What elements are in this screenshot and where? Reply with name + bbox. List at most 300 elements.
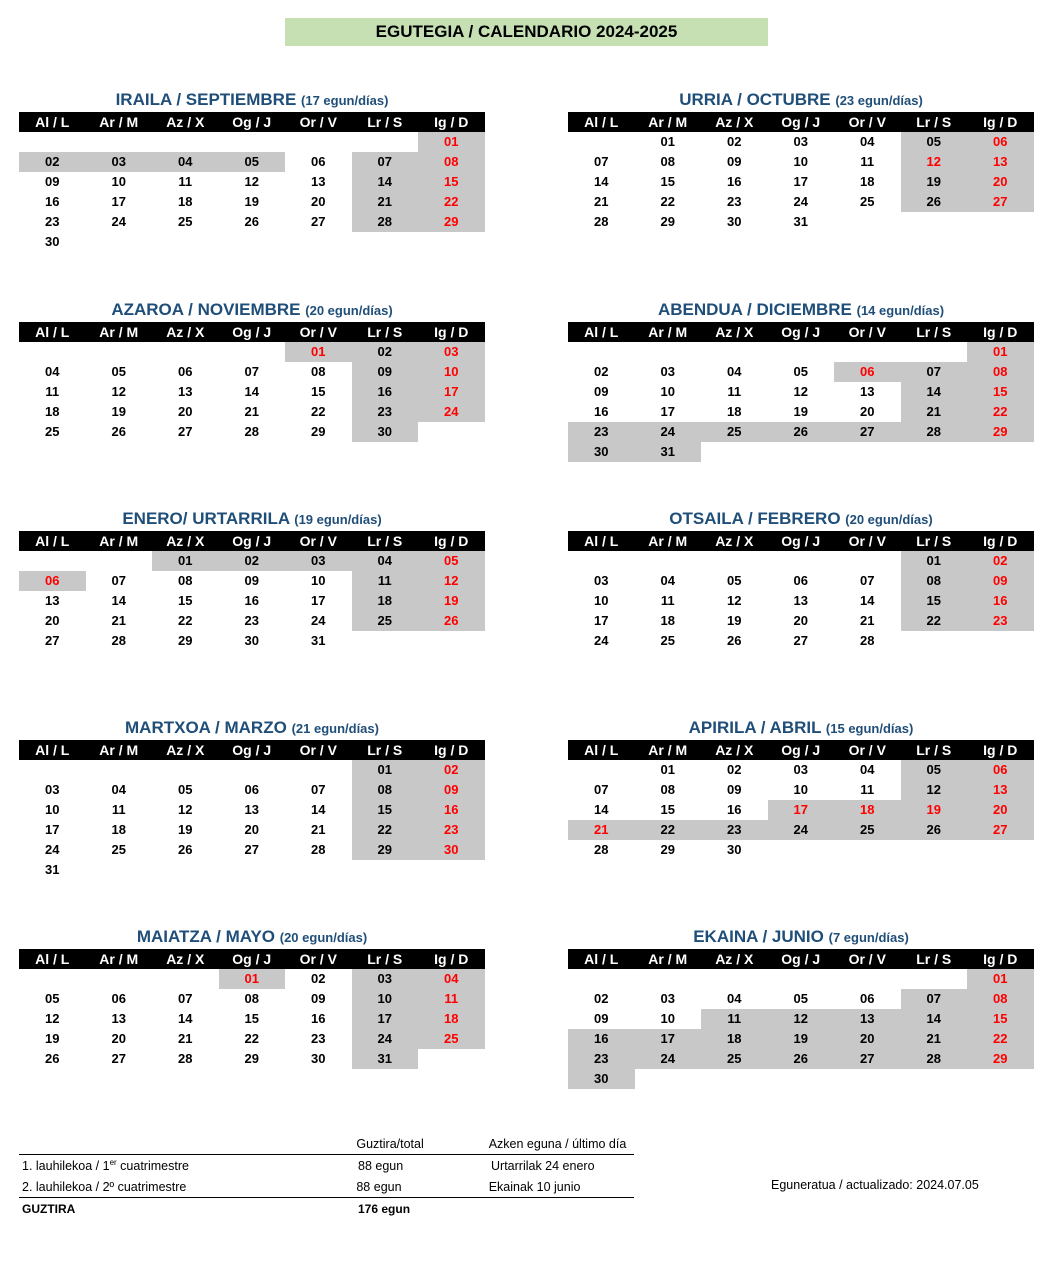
weekday-header: Al / L (568, 949, 635, 969)
day-cell: 06 (19, 571, 86, 591)
day-cell: 10 (111, 174, 126, 189)
day-cell: 04 (418, 969, 485, 989)
empty-cell (86, 760, 153, 780)
day-cell: 29 (967, 422, 1034, 442)
empty-cell (86, 342, 153, 362)
day-cell: 25 (834, 820, 901, 840)
month-title (19, 507, 485, 531)
day-cell: 10 (660, 1011, 675, 1026)
day-cell: 31 (793, 214, 808, 229)
day-cell: 30 (418, 840, 485, 860)
day-cell: 27 (45, 633, 60, 648)
day-cell: 17 (635, 1029, 702, 1049)
day-cell: 20 (45, 613, 60, 628)
month-name: OTSAILA / FEBRERO (669, 509, 841, 528)
day-cell: 22 (311, 404, 326, 419)
day-cell: 29 (244, 1051, 259, 1066)
day-cell: 13 (311, 174, 326, 189)
day-cell: 24 (352, 1029, 419, 1049)
day-cell: 07 (244, 364, 259, 379)
day-cell: 16 (311, 1011, 326, 1026)
day-cell: 20 (793, 613, 808, 628)
weekday-header: Az / X (152, 531, 219, 551)
day-cell: 13 (178, 384, 193, 399)
day-cell: 28 (311, 842, 326, 857)
weekday-header: Lr / S (901, 531, 968, 551)
weekday-header: Or / V (285, 322, 352, 342)
day-cell: 15 (418, 172, 485, 192)
day-cell: 17 (418, 382, 485, 402)
empty-cell (152, 969, 219, 989)
day-cell: 16 (967, 591, 1034, 611)
day-cell: 10 (793, 154, 808, 169)
month-working-days: (20 egun/días) (845, 512, 933, 527)
day-cell: 25 (178, 214, 193, 229)
day-cell: 02 (418, 760, 485, 780)
weekday-header: Or / V (285, 949, 352, 969)
day-cell: 25 (111, 842, 126, 857)
day-cell: 06 (793, 573, 808, 588)
day-cell: 23 (967, 611, 1034, 631)
day-cell: 19 (45, 1031, 60, 1046)
month-grid (568, 531, 1034, 651)
day-cell: 19 (901, 800, 968, 820)
weekday-header: Lr / S (901, 322, 968, 342)
empty-cell (768, 969, 835, 989)
day-cell: 17 (111, 194, 126, 209)
weekday-header: Al / L (19, 322, 86, 342)
day-cell: 26 (111, 424, 126, 439)
day-cell: 18 (660, 613, 675, 628)
day-cell: 17 (660, 404, 675, 419)
day-cell: 27 (834, 422, 901, 442)
day-cell: 17 (594, 613, 609, 628)
day-cell: 05 (727, 573, 742, 588)
summary-total-header: Guztira/total (356, 1136, 424, 1151)
day-cell: 08 (967, 989, 1034, 1009)
day-cell: 13 (967, 780, 1034, 800)
day-cell: 02 (967, 551, 1034, 571)
day-cell: 18 (352, 591, 419, 611)
weekday-header: Og / J (768, 949, 835, 969)
day-cell: 19 (901, 172, 968, 192)
day-cell: 23 (727, 194, 742, 209)
day-cell: 22 (901, 611, 968, 631)
day-cell: 03 (418, 342, 485, 362)
month-name: ABENDUA / DICIEMBRE (657, 300, 852, 319)
day-cell: 19 (178, 822, 193, 837)
day-cell: 16 (244, 593, 259, 608)
day-cell: 05 (793, 991, 808, 1006)
day-cell: 04 (660, 573, 675, 588)
day-cell: 28 (111, 633, 126, 648)
day-cell: 01 (660, 134, 675, 149)
day-cell: 18 (418, 1009, 485, 1029)
empty-cell (701, 551, 768, 571)
semester-1-last-day: Urtarrilak 24 enero (491, 1158, 595, 1173)
day-cell: 05 (793, 364, 808, 379)
weekday-header: Or / V (834, 322, 901, 342)
day-cell: 14 (244, 384, 259, 399)
day-cell: 27 (311, 214, 326, 229)
weekday-header: Az / X (152, 949, 219, 969)
day-cell: 23 (352, 402, 419, 422)
summary-last-day-header: Azken eguna / último día (488, 1136, 627, 1151)
month-working-days: (20 egun/días) (305, 303, 393, 318)
day-cell: 18 (45, 404, 60, 419)
month-grid (19, 112, 485, 252)
day-cell: 30 (311, 1051, 326, 1066)
day-cell: 15 (352, 800, 419, 820)
day-cell: 15 (660, 802, 675, 817)
weekday-header: Ig / D (967, 112, 1034, 132)
day-cell: 09 (45, 174, 60, 189)
grand-total-label: GUZTIRA (22, 1201, 76, 1216)
weekday-header: Ig / D (967, 531, 1034, 551)
empty-cell (19, 969, 86, 989)
month-calendar (19, 716, 485, 880)
month-title (19, 88, 485, 112)
day-cell: 18 (834, 800, 901, 820)
day-cell: 29 (311, 424, 326, 439)
day-cell: 10 (660, 384, 675, 399)
day-cell: 21 (178, 1031, 193, 1046)
empty-cell (285, 760, 352, 780)
day-cell: 14 (594, 802, 609, 817)
day-cell: 29 (178, 633, 193, 648)
month-calendar (19, 88, 485, 252)
weekday-header: Lr / S (901, 740, 968, 760)
weekday-header: Ar / M (635, 112, 702, 132)
day-cell: 29 (967, 1049, 1034, 1069)
day-cell: 26 (768, 1049, 835, 1069)
day-cell: 20 (178, 404, 193, 419)
month-working-days: (15 egun/días) (825, 721, 914, 736)
day-cell: 16 (727, 802, 742, 817)
day-cell: 18 (111, 822, 126, 837)
day-cell: 08 (311, 364, 326, 379)
day-cell: 09 (352, 362, 419, 382)
day-cell: 04 (727, 991, 742, 1006)
day-cell: 19 (111, 404, 126, 419)
day-cell: 29 (660, 214, 675, 229)
updated-date: Eguneratua / actualizado: 2024.07.05 (771, 1178, 979, 1192)
weekday-header: Al / L (568, 531, 635, 551)
grand-total-value: 176 egun (358, 1201, 411, 1216)
weekday-header: Ig / D (967, 949, 1034, 969)
day-cell: 03 (660, 991, 675, 1006)
day-cell: 25 (352, 611, 419, 631)
empty-cell (834, 342, 901, 362)
day-cell: 12 (178, 802, 193, 817)
weekday-header: Or / V (834, 740, 901, 760)
day-cell: 30 (352, 422, 419, 442)
day-cell: 22 (635, 820, 702, 840)
day-cell: 23 (45, 214, 60, 229)
month-name: MARTXOA / MARZO (125, 718, 287, 737)
day-cell: 14 (111, 593, 126, 608)
day-cell: 30 (727, 842, 742, 857)
day-cell: 24 (418, 402, 485, 422)
day-cell: 19 (244, 194, 259, 209)
month-calendar (19, 298, 485, 442)
day-cell: 08 (660, 782, 675, 797)
day-cell: 28 (244, 424, 259, 439)
day-cell: 12 (901, 152, 968, 172)
day-cell: 15 (967, 1009, 1034, 1029)
day-cell: 18 (727, 404, 742, 419)
weekday-header: Al / L (19, 112, 86, 132)
day-cell: 13 (111, 1011, 126, 1026)
month-title (568, 88, 1034, 112)
day-cell: 20 (834, 1029, 901, 1049)
month-title (568, 925, 1034, 949)
day-cell: 05 (901, 760, 968, 780)
day-cell: 05 (45, 991, 60, 1006)
semester-1-label: 1. lauhilekoa / 1er cuatrimestre (22, 1157, 189, 1174)
day-cell: 24 (793, 194, 808, 209)
weekday-header: Al / L (568, 740, 635, 760)
day-cell: 11 (352, 571, 419, 591)
weekday-header: Ar / M (635, 740, 702, 760)
day-cell: 01 (219, 969, 286, 989)
day-cell: 11 (111, 802, 126, 817)
day-cell: 26 (727, 633, 742, 648)
month-title (19, 925, 485, 949)
day-cell: 10 (45, 802, 60, 817)
day-cell: 01 (285, 342, 352, 362)
day-cell: 27 (178, 424, 193, 439)
day-cell: 30 (727, 214, 742, 229)
month-name: AZAROA / NOVIEMBRE (111, 300, 301, 319)
day-cell: 06 (311, 154, 326, 169)
day-cell: 28 (901, 1049, 968, 1069)
day-cell: 21 (352, 192, 419, 212)
day-cell: 08 (901, 571, 968, 591)
day-cell: 04 (352, 551, 419, 571)
weekday-header: Ig / D (967, 740, 1034, 760)
day-cell: 09 (594, 384, 609, 399)
day-cell: 02 (219, 551, 286, 571)
day-cell: 08 (178, 573, 193, 588)
month-calendar (568, 925, 1034, 1089)
day-cell: 26 (45, 1051, 60, 1066)
month-calendar (568, 298, 1034, 462)
day-cell: 24 (311, 613, 326, 628)
empty-cell (568, 342, 635, 362)
weekday-header: Og / J (219, 322, 286, 342)
weekday-header: Ar / M (86, 740, 153, 760)
empty-cell (19, 342, 86, 362)
month-name: MAIATZA / MAYO (136, 927, 276, 946)
day-cell: 22 (967, 1029, 1034, 1049)
day-cell: 03 (793, 762, 808, 777)
day-cell: 12 (45, 1011, 60, 1026)
day-cell: 02 (352, 342, 419, 362)
empty-cell (19, 132, 86, 152)
weekday-header: Og / J (219, 949, 286, 969)
day-cell: 01 (152, 551, 219, 571)
day-cell: 11 (660, 593, 675, 608)
day-cell: 06 (967, 760, 1034, 780)
day-cell: 07 (594, 782, 609, 797)
day-cell: 31 (635, 442, 702, 462)
day-cell: 19 (727, 613, 742, 628)
day-cell: 28 (594, 842, 609, 857)
day-cell: 31 (311, 633, 326, 648)
day-cell: 08 (244, 991, 259, 1006)
day-cell: 05 (219, 152, 286, 172)
weekday-header: Lr / S (352, 531, 419, 551)
weekday-header: Lr / S (352, 322, 419, 342)
day-cell: 05 (178, 782, 193, 797)
day-cell: 28 (901, 422, 968, 442)
semester-2-total: 88 egun (356, 1179, 402, 1194)
empty-cell (568, 132, 635, 152)
weekday-header: Az / X (701, 112, 768, 132)
day-cell: 12 (111, 384, 126, 399)
month-grid (19, 322, 485, 442)
month-grid (568, 740, 1034, 860)
day-cell: 13 (860, 384, 875, 399)
day-cell: 24 (111, 214, 126, 229)
day-cell: 05 (111, 364, 126, 379)
empty-cell (901, 969, 968, 989)
weekday-header: Ar / M (635, 531, 702, 551)
day-cell: 15 (178, 593, 193, 608)
semester-1-total: 88 egun (358, 1158, 404, 1173)
weekday-header: Az / X (701, 531, 768, 551)
weekday-header: Ig / D (418, 949, 485, 969)
weekday-header: Az / X (152, 322, 219, 342)
day-cell: 25 (418, 1029, 485, 1049)
weekday-header: Or / V (285, 112, 352, 132)
day-cell: 30 (45, 234, 60, 249)
day-cell: 14 (860, 593, 875, 608)
empty-cell (768, 551, 835, 571)
weekday-header: Ar / M (86, 112, 153, 132)
weekday-header: Og / J (768, 531, 835, 551)
weekday-header: Ig / D (418, 112, 485, 132)
month-working-days: (19 egun/días) (294, 512, 382, 527)
day-cell: 01 (967, 969, 1034, 989)
weekday-header: Ar / M (86, 531, 153, 551)
day-cell: 12 (418, 571, 485, 591)
day-cell: 22 (352, 820, 419, 840)
weekday-header: Lr / S (352, 740, 419, 760)
day-cell: 22 (178, 613, 193, 628)
day-cell: 30 (568, 1069, 635, 1089)
day-cell: 20 (111, 1031, 126, 1046)
day-cell: 12 (727, 593, 742, 608)
day-cell: 06 (178, 364, 193, 379)
day-cell: 26 (418, 611, 485, 631)
weekday-header: Az / X (152, 112, 219, 132)
weekday-header: Or / V (834, 112, 901, 132)
day-cell: 07 (178, 991, 193, 1006)
month-working-days: (23 egun/días) (835, 93, 923, 108)
day-cell: 24 (45, 842, 60, 857)
day-cell: 11 (45, 384, 60, 399)
empty-cell (568, 969, 635, 989)
weekday-header: Az / X (701, 740, 768, 760)
day-cell: 13 (244, 802, 259, 817)
day-cell: 11 (418, 989, 485, 1009)
month-name: EKAINA / JUNIO (693, 927, 824, 946)
day-cell: 17 (311, 593, 326, 608)
semester-2-last-day: Ekainak 10 junio (488, 1179, 581, 1194)
month-title (568, 298, 1034, 322)
calendar-title: EGUTEGIA / CALENDARIO 2024-2025 (285, 18, 768, 46)
day-cell: 19 (793, 404, 808, 419)
day-cell: 25 (660, 633, 675, 648)
month-calendar (19, 507, 485, 651)
day-cell: 06 (111, 991, 126, 1006)
day-cell: 23 (244, 613, 259, 628)
day-cell: 26 (901, 192, 968, 212)
day-cell: 26 (901, 820, 968, 840)
weekday-header: Or / V (285, 531, 352, 551)
day-cell: 02 (594, 991, 609, 1006)
empty-cell (568, 551, 635, 571)
day-cell: 03 (660, 364, 675, 379)
day-cell: 28 (860, 633, 875, 648)
day-cell: 11 (860, 154, 875, 169)
summary-grand-total-row (19, 1198, 637, 1219)
empty-cell (568, 760, 635, 780)
day-cell: 20 (967, 800, 1034, 820)
day-cell: 16 (352, 382, 419, 402)
day-cell: 13 (45, 593, 60, 608)
day-cell: 21 (568, 820, 635, 840)
day-cell: 18 (860, 174, 875, 189)
weekday-header: Og / J (219, 531, 286, 551)
empty-cell (635, 969, 702, 989)
day-cell: 25 (860, 194, 875, 209)
day-cell: 22 (967, 402, 1034, 422)
empty-cell (285, 132, 352, 152)
day-cell: 21 (311, 822, 326, 837)
day-cell: 15 (244, 1011, 259, 1026)
weekday-header: Ar / M (635, 949, 702, 969)
day-cell: 10 (311, 573, 326, 588)
day-cell: 31 (352, 1049, 419, 1069)
empty-cell (834, 551, 901, 571)
day-cell: 27 (793, 633, 808, 648)
empty-cell (635, 342, 702, 362)
day-cell: 30 (244, 633, 259, 648)
day-cell: 10 (793, 782, 808, 797)
day-cell: 11 (860, 782, 875, 797)
day-cell: 10 (594, 593, 609, 608)
day-cell: 01 (352, 760, 419, 780)
day-cell: 02 (311, 971, 326, 986)
weekday-header: Lr / S (352, 949, 419, 969)
summary-header-row (19, 1133, 634, 1155)
month-calendar (568, 88, 1034, 232)
day-cell: 05 (418, 551, 485, 571)
day-cell: 09 (418, 780, 485, 800)
day-cell: 13 (967, 152, 1034, 172)
summary-row-semester-1 (19, 1155, 637, 1176)
weekday-header: Al / L (568, 112, 635, 132)
day-cell: 04 (152, 152, 219, 172)
day-cell: 04 (860, 762, 875, 777)
empty-cell (352, 132, 419, 152)
day-cell: 27 (834, 1049, 901, 1069)
day-cell: 10 (352, 989, 419, 1009)
day-cell: 03 (285, 551, 352, 571)
